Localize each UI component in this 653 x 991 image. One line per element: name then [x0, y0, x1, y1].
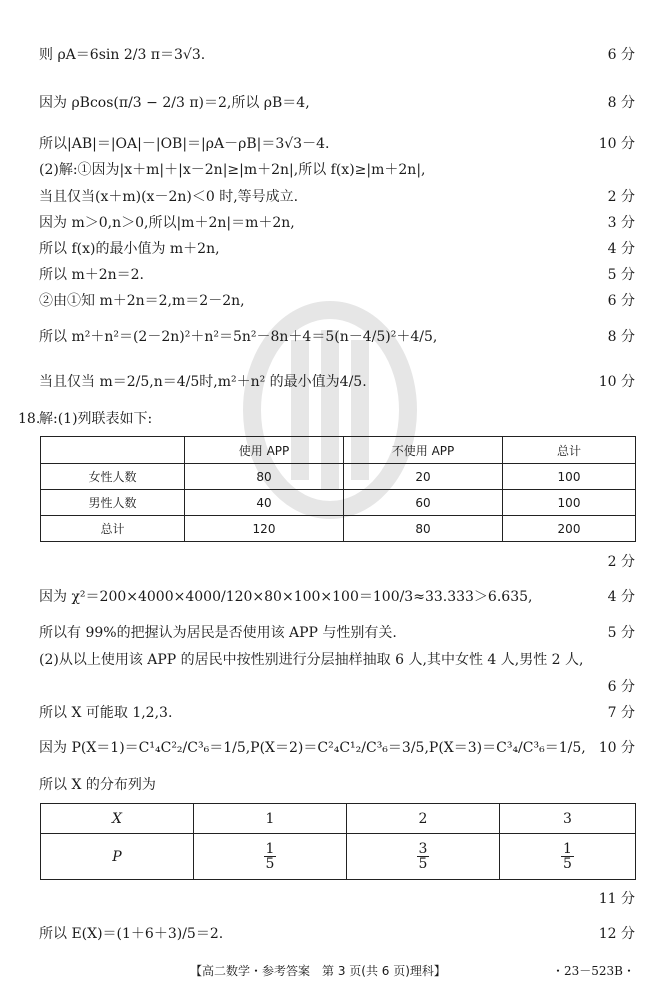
- table-row: [41, 516, 636, 542]
- table-cell: 100: [503, 464, 636, 490]
- line-text: 当且仅当 m＝2/5,n＝4/5时,m²＋n² 的最小值为4/5.: [39, 374, 367, 390]
- table-cell: 200: [503, 516, 636, 542]
- line-text: (2)从以上使用该 APP 的居民中按性别进行分层抽样抽取 6 人,其中女性 4 人,男性 2 人,: [39, 652, 584, 668]
- page-code: ・23－523B・: [552, 964, 635, 978]
- line-text: ②由①知 m＋2n＝2,m＝2－2n,: [39, 293, 245, 309]
- fraction: [264, 842, 277, 871]
- dist-cell: P: [41, 834, 194, 880]
- score-label: 2 分: [607, 189, 635, 205]
- score-label: 12 分: [598, 926, 635, 942]
- dist-cell: [347, 834, 500, 880]
- score-label: 10 分: [598, 374, 635, 390]
- numerator: 1: [563, 841, 572, 857]
- score-label: 6 分: [607, 679, 635, 695]
- header-cell: 总计: [503, 437, 636, 464]
- line-text: 所以 X 的分布列为: [39, 777, 156, 793]
- table-header-row: [41, 437, 636, 464]
- header-cell: [41, 437, 185, 464]
- line-text: 因为 P(X＝1)＝C¹₄C²₂/C³₆＝1/5,P(X＝2)＝C²₄C¹₂/C³₆＝3/5,P(X＝3)＝C³₄/C³₆＝1/5,: [39, 740, 586, 756]
- dist-cell: 1: [194, 804, 347, 834]
- dist-cell: 2: [347, 804, 500, 834]
- table-cell: 80: [344, 516, 503, 542]
- score-label: 5 分: [607, 267, 635, 283]
- line-text: 因为 χ²＝200×4000×4000/120×80×100×100＝100/3≈33.333＞6.635,: [39, 589, 533, 605]
- denominator: 5: [265, 856, 275, 872]
- denominator: 5: [418, 856, 428, 872]
- table-cell: 80: [185, 464, 344, 490]
- table-cell: 120: [185, 516, 344, 542]
- line-text: 则 ρA＝6sin 2/3 π＝3√3.: [39, 47, 206, 63]
- score-label: 8 分: [607, 329, 635, 345]
- distribution-table: [40, 803, 636, 880]
- score-label: 8 分: [607, 95, 635, 111]
- score-label: 10 分: [598, 740, 635, 756]
- score-label: 2 分: [607, 554, 635, 570]
- table-row: [41, 490, 636, 516]
- line-text: 所以 m²＋n²＝(2－2n)²＋n²＝5n²－8n＋4＝5(n－4/5)²＋4/5,: [39, 329, 438, 345]
- header-cell: 不使用 APP: [344, 437, 503, 464]
- table-cell: 100: [503, 490, 636, 516]
- score-label: 5 分: [607, 625, 635, 641]
- score-label: 4 分: [607, 241, 635, 257]
- score-label: 4 分: [607, 589, 635, 605]
- score-label: 6 分: [607, 293, 635, 309]
- fraction: [561, 842, 574, 871]
- dist-cell: X: [41, 804, 194, 834]
- table-cell: 40: [185, 490, 344, 516]
- page-footer: 【高二数学・参考答案 第 3 页(共 6 页)理科】: [190, 964, 446, 978]
- score-label: 6 分: [607, 47, 635, 63]
- line-text: 因为 ρBcos(π/3 − 2/3 π)＝2,所以 ρB＝4,: [39, 95, 310, 111]
- header-cell: 使用 APP: [185, 437, 344, 464]
- question-number: 18.: [18, 411, 41, 427]
- score-label: 7 分: [607, 705, 635, 721]
- dist-cell: [500, 834, 636, 880]
- intro-text: 解:(1)列联表如下:: [39, 411, 153, 427]
- score-label: 10 分: [598, 136, 635, 152]
- line-text: 因为 m＞0,n＞0,所以|m＋2n|＝m＋2n,: [39, 215, 295, 231]
- dist-cell: [194, 834, 347, 880]
- score-label: 3 分: [607, 215, 635, 231]
- line-text: 所以有 99%的把握认为居民是否使用该 APP 与性别有关.: [39, 625, 397, 641]
- contingency-table: [40, 436, 636, 542]
- numerator: 1: [265, 841, 275, 857]
- table-cell: 女性人数: [41, 464, 185, 490]
- table-row: [41, 464, 636, 490]
- line-text: (2)解:①因为|x＋m|＋|x－2n|≥|m＋2n|,所以 f(x)≥|m＋2n|,: [39, 162, 426, 178]
- dist-row-p: [41, 834, 636, 880]
- table-cell: 20: [344, 464, 503, 490]
- line-text: 当且仅当(x＋m)(x－2n)＜0 时,等号成立.: [39, 189, 299, 205]
- dist-cell: 3: [500, 804, 636, 834]
- line-text: 所以 E(X)＝(1＋6＋3)/5＝2.: [39, 926, 224, 942]
- score-label: 11 分: [598, 891, 635, 907]
- line-text: 所以 f(x)的最小值为 m＋2n,: [39, 241, 220, 257]
- table-cell: 总计: [41, 516, 185, 542]
- table-cell: 60: [344, 490, 503, 516]
- numerator: 3: [418, 841, 428, 857]
- line-text: 所以|AB|＝|OA|－|OB|＝|ρA－ρB|＝3√3－4.: [39, 136, 330, 152]
- dist-row-x: [41, 804, 636, 834]
- line-text: 所以 m＋2n＝2.: [39, 267, 145, 283]
- line-text: 所以 X 可能取 1,2,3.: [39, 705, 173, 721]
- table-cell: 男性人数: [41, 490, 185, 516]
- denominator: 5: [563, 856, 572, 872]
- fraction: [417, 842, 430, 871]
